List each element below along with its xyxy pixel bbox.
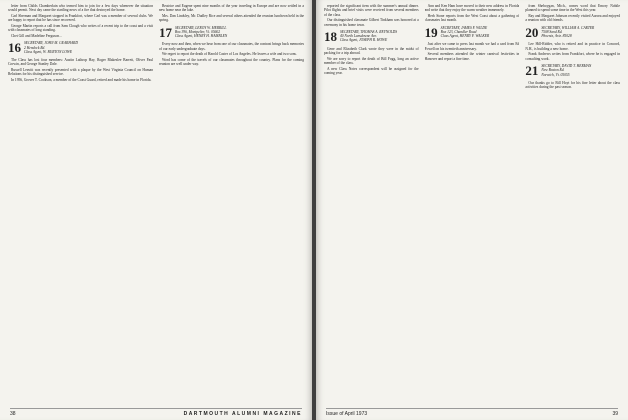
magazine-title: DARTMOUTH ALUMNI MAGAZINE: [183, 411, 302, 417]
left-column-1: [8, 4, 153, 404]
paragraph: Mrs. Dan Lindsley, Mr. Dudley Rice and several others attended the reunion luncheon held in the spring.: [159, 13, 304, 23]
left-footer: [10, 408, 302, 417]
paragraph: letter from Childs Chamberlain who termed him to join for a few days whenever the situation would permit. Next day came the startling news of a fire that destroyed the home.: [8, 4, 153, 13]
paragraph: George Martin reports a call from Sam Clough who writes of a recent trip to the coast and a visit with classmates of long standing.: [8, 23, 153, 33]
class-address: Box 123, Chandler Road: [440, 29, 477, 34]
class-secretary: SECRETARY, DAVID T. HERMAN: [541, 64, 592, 69]
right-column-1: [324, 4, 419, 404]
class-agent: Phoenix, Ariz. 85028: [541, 34, 572, 39]
class-block: [525, 64, 620, 77]
class-secretary: SECRETARY, WILLIAM A. CARTER: [541, 25, 595, 30]
class-address: 40 North Lansdowne Ave.: [340, 34, 378, 39]
paragraph: In 1956, Grover T. Cookson, a member of the Coast Guard, retired and made his home in Florida.: [11, 78, 152, 83]
paragraph: from Sheboygan, Mich., comes word that Emory Nobile planned to spend some time in the West this year.: [525, 4, 621, 13]
paragraph: reported the significant item with the summer's annual dinner. Pilot flights and brief visits were received from several members of the class.: [324, 4, 419, 17]
paragraph: Carl Sherman and Margaret stopped in Frankfort, where Carl was a member of several clubs. We are happy to report that he has since recovered.: [8, 13, 153, 23]
paragraph: Beatrice and Eugene spent nine months of the year traveling in Europe and are now settled in a new home near the lake.: [159, 4, 304, 13]
class-year-number: 16: [8, 40, 21, 56]
right-columns: [324, 4, 620, 404]
paragraph: Several members attended the winter carnival festivities in Hanover and report a fine time.: [424, 52, 520, 61]
class-secretary: SECRETARY, THOMAS A. REYNOLDS: [340, 29, 398, 34]
class-block: [425, 26, 520, 39]
left-columns: [8, 4, 304, 404]
right-column-3: [525, 4, 620, 404]
class-year-number: 21: [525, 63, 539, 79]
right-page: [316, 0, 628, 420]
class-year-number: 18: [324, 28, 337, 44]
class-address: Box 396, Montpelier, Vt. 05602: [175, 29, 221, 34]
class-agent: Class Agent, JOSEPH R. HOWE: [340, 38, 388, 43]
paragraph: Chet Gill and Madeline Ferguson...: [11, 33, 62, 38]
paragraph: Lee Hill-Ridder, who is retired and in practice in Concord, N.H., is building a new home.: [525, 42, 621, 51]
issue-label: Issue of April 1973: [326, 411, 368, 417]
class-secretary: SECRETARY, JAMES F. WILDE: [440, 25, 488, 30]
class-year-number: 20: [525, 24, 539, 40]
class-agent: Norwich, Vt. 05055: [541, 72, 570, 77]
class-agent: Class Agent, W. BURTON LOWE: [24, 49, 73, 54]
page-number: 38: [10, 411, 16, 417]
right-column-2: [425, 4, 520, 404]
paragraph: Just after we came to press last month we had a card from Ed Fowell on his twentieth anniversary.: [424, 42, 520, 51]
class-agent: Class Agent, HENRY H. HAMBLEN: [175, 34, 228, 39]
paragraph: Word has come of the travels of our classmates throughout the country. Plans for the coming reunion are well under way.: [159, 58, 304, 67]
class-block: [324, 30, 419, 43]
class-secretary: SECRETARY, LEROY W. MERRILL: [175, 25, 227, 30]
class-block: [159, 26, 304, 39]
paragraph: We regret to report the death of Harold Caster of Los Angeles. He leaves a wife and two sons.: [162, 52, 297, 57]
class-year-number: 19: [424, 24, 438, 40]
paragraph: Our thanks go to Bill Hoyt for his fine letter about the class activities during the past season.: [525, 80, 621, 90]
paragraph: Gene and Elizabeth Clark wrote they were in the midst of packing for a trip abroad.: [324, 46, 419, 56]
left-page: [0, 0, 312, 420]
class-secretary: SECRETARY, JOHN M. GEARHARD: [24, 41, 78, 46]
right-footer: [326, 408, 618, 417]
paragraph: Our distinguished classmate Gilbert Tinkham was honored at a ceremony in his home town.: [324, 18, 419, 27]
paragraph: A new Class Notes correspondent will be assigned for the coming year.: [324, 66, 419, 76]
paragraph: The Class has lost four members: Austin Lathrop Hay, Roger Blakeslee Barrett, Oliver Paul Corwin, and George Stanley Dale.: [8, 58, 153, 67]
paragraph: Russell Leavitt was recently presented with a plaque by the West Virginia Council on Human Relations for his distinguished service.: [8, 68, 153, 77]
class-address: New Boston Rd.: [541, 68, 565, 73]
paragraph: Ann and Ken Ham have moved to their new address in Florida and write that they enjoy the warm weather immensely.: [424, 4, 520, 13]
paragraph: Herb Stone reports from the West Coast about a gathering of classmates last month.: [424, 13, 520, 23]
paragraph: Frank Andrews writes from Frankfort, where he is engaged in consulting work.: [525, 52, 621, 61]
paragraph: Every now and then, when we hear from one of our classmates, the contrast brings back memories of our early undergraduate days.: [159, 42, 304, 51]
left-column-2: [159, 4, 304, 404]
class-block: [525, 26, 620, 39]
class-agent: Class Agent, HENRY F. WALKER: [440, 34, 490, 39]
class-year-number: 17: [159, 24, 172, 40]
paragraph: We are sorry to report the death of Bill Fogg, long an active member of the class.: [324, 56, 419, 66]
paragraph: Ray and Margaret Johnson recently visited Aurora and enjoyed a reunion with old friends.: [525, 13, 621, 23]
class-address: 7508 Sand Rd.: [541, 29, 563, 34]
page-number: 39: [612, 411, 618, 417]
class-address: 2 Hemlock Rd.: [24, 45, 46, 50]
class-block: [8, 41, 153, 54]
